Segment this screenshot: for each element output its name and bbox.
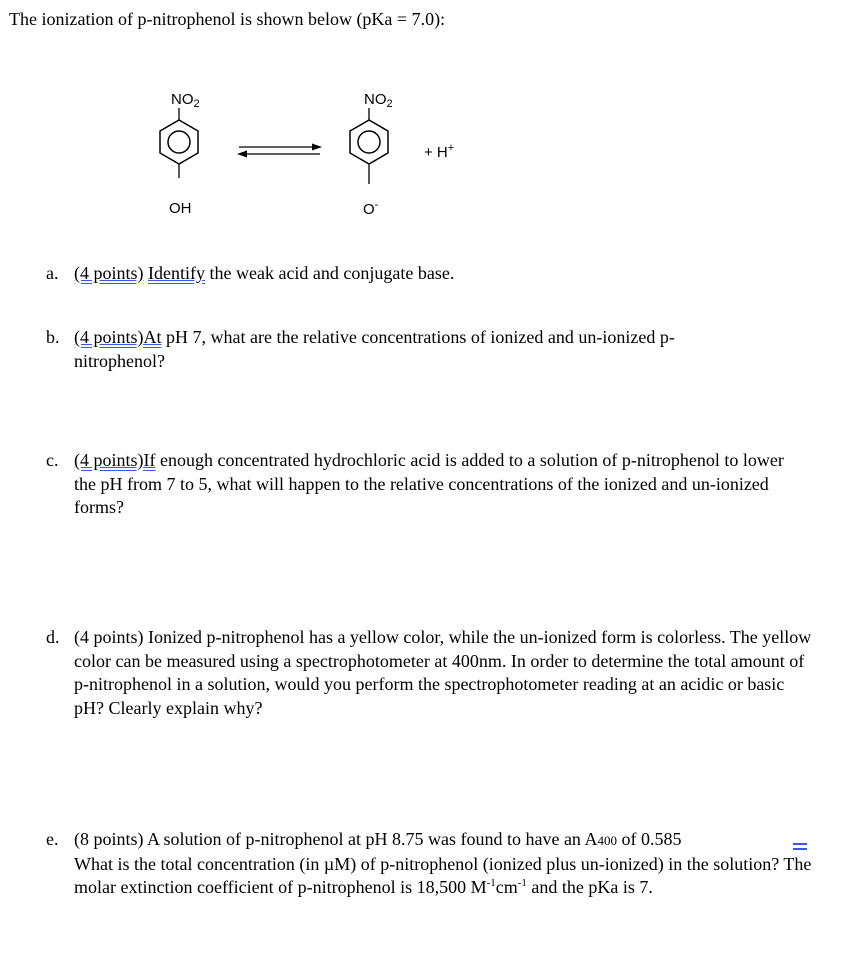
left-oh-label: OH (169, 200, 192, 217)
question-c-points: (4 points) (74, 450, 144, 470)
question-a-text: the weak acid and conjugate base. (204, 263, 455, 283)
question-b-link[interactable]: At (143, 327, 162, 347)
question-e-a-sub: 400 (597, 833, 617, 848)
question-c-text: enough concentrated hydrochloric acid is added to a solution of p-nitrophenol to lower the pH from 7 to 5, what will happen to the relative concentrations of the ionized and un-ionized forms? (74, 450, 784, 517)
question-e-body (74, 828, 812, 900)
question-e-cm: cm (495, 877, 518, 897)
question-b-points: (4 points) (74, 327, 144, 347)
equilibrium-arrows (237, 144, 322, 158)
question-d-letter: d. (46, 627, 60, 647)
intro-text: The ionization of p-nitrophenol is shown below (pKa = 7.0): (9, 9, 446, 29)
question-d-text: (4 points) Ionized p-nitrophenol has a yellow color, while the un-ionized form is colorless. The yellow color can be measured using a spectrophotometer at 400nm. In order to determine the total amount of p-nitrophenol in a solution, would you perform the spectrophotometer reading at an acidic or basic pH? Clearly explain why? (74, 627, 812, 718)
right-o-minus-label: O- (363, 199, 379, 218)
question-a (46, 262, 816, 286)
question-e-part4: and the pKa is 7. (526, 877, 653, 897)
edit-marker[interactable] (793, 843, 807, 850)
question-e-part2: of 0.585 (616, 829, 682, 849)
question-b-text: pH 7, what are the relative concentrations of ionized and un-ionized p-nitrophenol? (74, 327, 675, 371)
question-a-body (74, 262, 816, 286)
p-nitrophenolate-structure (350, 91, 393, 218)
proton-label: + H+ (424, 142, 455, 161)
question-d (46, 626, 816, 720)
question-c-link[interactable]: If (143, 450, 156, 470)
question-a-letter: a. (46, 263, 59, 283)
question-e-part1: (8 points) A solution of p-nitrophenol at pH 8.75 was found to have an A (74, 829, 598, 849)
question-a-points: (4 points) (74, 263, 144, 283)
question-e-letter: e. (46, 829, 59, 849)
question-c (46, 449, 804, 520)
question-a-link[interactable]: Identify (148, 263, 205, 283)
question-e (46, 828, 812, 900)
question-c-letter: c. (46, 450, 59, 470)
question-b (46, 326, 751, 373)
question-e-part3: What is the total concentration (in µM) of p-nitrophenol (ionized plus un-ionized) in the solution? The molar extinction coefficient of p-nitrophenol is 18,500 M (74, 853, 812, 897)
question-e-m-sup: -1 (486, 877, 496, 889)
left-no2-label: $NO_2$ (171, 91, 200, 110)
p-nitrophenol-structure (160, 91, 200, 217)
question-c-body (74, 449, 804, 520)
ionization-scheme (0, 80, 850, 230)
question-b-letter: b. (46, 327, 60, 347)
question-b-body (74, 326, 751, 373)
right-no2-label: $NO_2$ (364, 91, 393, 110)
question-e-cm-sup: -1 (517, 877, 527, 889)
